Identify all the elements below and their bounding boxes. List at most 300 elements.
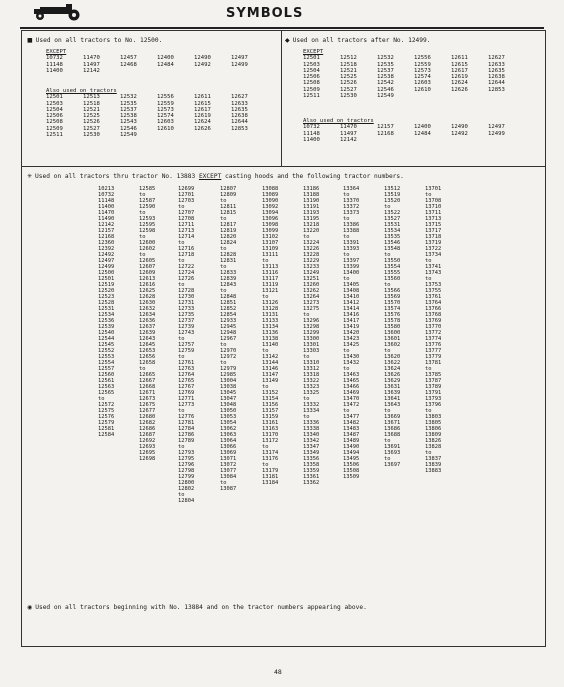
tractor-number-column [98, 186, 114, 438]
tractor-number: 13393 [343, 246, 360, 252]
tractor-number: 12549 [377, 93, 394, 100]
number-column [157, 55, 194, 74]
tractor-number: 12638 [231, 113, 248, 120]
tractor-number: 12853 [231, 125, 248, 132]
tractor-number: 12831 [220, 258, 237, 264]
tractor-number: 12576 [98, 414, 115, 420]
tractor-number: 13755 [425, 288, 442, 294]
tractor-number: 12800 [178, 480, 195, 486]
tractor-number: 13087 [220, 486, 237, 492]
range-to-label: to [425, 276, 432, 282]
tractor-number: 13340 [303, 432, 320, 438]
tractor-number: 13770 [425, 324, 442, 330]
tractor-number: 13487 [343, 432, 360, 438]
tractor-number: 13711 [425, 210, 442, 216]
tractor-number: 13069 [220, 450, 237, 456]
tractor-number: 12554 [98, 360, 115, 366]
tractor-number: 13325 [303, 390, 320, 396]
tractor-number: 13412 [343, 300, 360, 306]
range-to-label: to [220, 246, 227, 252]
range-to-label: to [220, 360, 227, 366]
tractor-number: 12539 [98, 324, 115, 330]
tractor-number: 12703 [178, 198, 195, 204]
tractor-number: 12584 [98, 432, 115, 438]
range-to-label: to [178, 354, 185, 360]
tractor-number: 13566 [384, 288, 401, 294]
page-header [0, 0, 564, 26]
tractor-number: 13839 [425, 462, 442, 468]
number-column [83, 55, 120, 74]
tractor-number: 13161 [262, 420, 279, 426]
number-column [231, 55, 268, 74]
tractor-number: 13506 [343, 462, 360, 468]
tractor-number: 13548 [384, 246, 401, 252]
tractor-number: 12579 [98, 420, 115, 426]
tractor-number: 13781 [425, 360, 442, 366]
tractor-number: 12730 [178, 294, 195, 300]
tractor-number: 13416 [343, 312, 360, 318]
tractor-number: 12644 [231, 119, 248, 126]
tractor-number: 11470 [98, 210, 115, 216]
tractor-number: 12490 [451, 124, 468, 131]
tractor-number: 13301 [303, 342, 320, 348]
tractor-number: 12603 [157, 119, 174, 126]
tractor-number: 13096 [262, 216, 279, 222]
tractor-number: 12468 [120, 61, 137, 68]
tractor-number: 11400 [46, 67, 63, 74]
tractor-number: 12743 [178, 330, 195, 336]
tractor-number: 12824 [220, 240, 237, 246]
tractor-number: 12607 [139, 264, 156, 270]
tractor-number: 13063 [220, 432, 237, 438]
tractor-number: 13356 [303, 456, 320, 462]
tractor-number: 13641 [384, 396, 401, 402]
tractor-number: 13113 [262, 264, 279, 270]
tractor-number: 12711 [178, 222, 195, 228]
header-rule [20, 27, 544, 29]
tractor-number: 12535 [377, 61, 394, 68]
tractor-number: 13084 [220, 474, 237, 480]
tractor-number: 13405 [343, 282, 360, 288]
tractor-number: 13600 [384, 330, 401, 336]
tractor-number: 11148 [303, 130, 320, 137]
tractor-number: 12625 [139, 288, 156, 294]
tractor-number: 13310 [303, 360, 320, 366]
tractor-number: 11490 [98, 216, 115, 222]
tractor-number: 12636 [139, 318, 156, 324]
tractor-number: 13806 [425, 426, 442, 432]
tractor-number: 12560 [98, 372, 115, 378]
tractor-number: 12538 [120, 113, 137, 120]
tractor-number: 12142 [340, 136, 357, 143]
tractor-number: 12511 [303, 93, 320, 100]
tractor-number: 12497 [98, 258, 115, 264]
block-label: EXCEPT [46, 49, 67, 55]
tractor-number: 13066 [220, 444, 237, 450]
tractor-number: 12970 [220, 348, 237, 354]
tractor-number: 13140 [262, 342, 279, 348]
tractor-number: 12722 [178, 264, 195, 270]
tractor-number: 12635 [488, 67, 505, 74]
block-label: Also used on tractors [303, 118, 374, 124]
tractor-number: 12559 [414, 61, 431, 68]
tractor-number: 13107 [262, 240, 279, 246]
range-to-label: to [178, 282, 185, 288]
tractor-number: 13602 [384, 342, 401, 348]
tractor-number: 13146 [262, 366, 279, 372]
tractor-number: 12839 [220, 276, 237, 282]
tractor-number: 13362 [303, 480, 320, 486]
range-to-label: to [425, 408, 432, 414]
tractor-number: 12545 [98, 342, 115, 348]
tractor-number: 13774 [425, 336, 442, 342]
range-to-label: to [220, 342, 227, 348]
tractor-number: 13483 [343, 426, 360, 432]
tractor-number: 12677 [139, 408, 156, 414]
tractor-number: 13580 [384, 324, 401, 330]
range-to-label: to [343, 216, 350, 222]
tractor-number: 12574 [157, 113, 174, 120]
tractor-number: 12611 [194, 94, 211, 101]
tractor-number: 13047 [220, 396, 237, 402]
tractor-number: 12815 [220, 210, 237, 216]
tractor-number: 12764 [178, 372, 195, 378]
tractor-number: 12686 [139, 426, 156, 432]
tractor-number: 12609 [139, 270, 156, 276]
tractor-number: 12675 [139, 402, 156, 408]
tractor-number: 12509 [46, 125, 63, 132]
tractor-number: 12525 [340, 74, 357, 81]
tractor-number: 12853 [488, 86, 505, 93]
tractor-number: 13522 [384, 210, 401, 216]
block-label: Also used on tractors [46, 88, 117, 94]
tractor-number: 13128 [262, 306, 279, 312]
range-to-label: to [220, 264, 227, 270]
tractor-number: 13053 [220, 414, 237, 420]
tractor-number: 13347 [303, 444, 320, 450]
tractor-number: 12544 [98, 336, 115, 342]
range-to-label: to [384, 456, 391, 462]
tractor-number: 13136 [262, 330, 279, 336]
tractor-number: 12598 [139, 228, 156, 234]
number-column [488, 124, 525, 143]
tractor-number: 13152 [262, 390, 279, 396]
tractor-number: 12707 [178, 210, 195, 216]
tractor-number: 12735 [178, 312, 195, 318]
tractor-number: 12497 [231, 55, 248, 62]
tractor-number: 13631 [384, 384, 401, 390]
tractor-number: 12605 [139, 258, 156, 264]
tractor-number-column [220, 186, 236, 492]
tractor-number: 13494 [343, 450, 360, 456]
tractor-number: 13554 [384, 264, 401, 270]
tractor-number: 12718 [178, 252, 195, 258]
tractor-number: 12615 [194, 100, 211, 107]
tractor-number: 13482 [343, 420, 360, 426]
tractor-number: 12501 [98, 276, 115, 282]
tractor-number: 12799 [178, 474, 195, 480]
tractor-number: 12653 [139, 348, 156, 354]
tractor-number: 13420 [343, 330, 360, 336]
tractor-number-column [384, 186, 400, 468]
tractor-number: 13527 [384, 216, 401, 222]
tractor-number: 13419 [343, 324, 360, 330]
tractor-number: 13534 [384, 228, 401, 234]
tractor-number: 12542 [377, 80, 394, 87]
tractor-number: 12400 [414, 124, 431, 131]
tractor-number: 13569 [384, 294, 401, 300]
tractor-number: 13809 [425, 432, 442, 438]
tractor-number: 12795 [178, 456, 195, 462]
tractor-number: 13555 [384, 270, 401, 276]
tractor-number: 12142 [98, 222, 115, 228]
tractor-number: 12811 [220, 204, 237, 210]
tractor-number: 13170 [262, 432, 279, 438]
tractor-number: 13144 [262, 360, 279, 366]
tractor-number: 12492 [451, 130, 468, 137]
range-to-label: to [384, 204, 391, 210]
tractor-number: 12619 [194, 113, 211, 120]
tractor-number: 13826 [425, 438, 442, 444]
tractor-number: 12771 [178, 396, 195, 402]
number-column [340, 124, 377, 143]
tractor-number: 13470 [343, 396, 360, 402]
tractor-number: 12635 [231, 106, 248, 113]
number-column [414, 124, 451, 143]
tractor-number: 12549 [120, 132, 137, 139]
tractor-number: 13179 [262, 468, 279, 474]
range-to-label: to [178, 492, 185, 498]
tractor-number: 12552 [98, 348, 115, 354]
tractor-number: 12538 [377, 74, 394, 81]
tractor-number: 13425 [343, 342, 360, 348]
tractor-number: 13088 [262, 186, 279, 192]
tractor-number: 12724 [178, 270, 195, 276]
tractor-number: 13465 [343, 378, 360, 384]
tractor-number: 13643 [384, 402, 401, 408]
tractor-number: 12615 [451, 61, 468, 68]
tractor-number: 12506 [46, 113, 63, 120]
tractor-number: 12504 [303, 67, 320, 74]
number-column [231, 94, 268, 138]
tractor-number: 12632 [139, 306, 156, 312]
tractor-number: 12693 [139, 444, 156, 450]
tractor-number: 13159 [262, 414, 279, 420]
page-title: SYMBOLS [226, 6, 304, 21]
tractor-number: 12490 [194, 55, 211, 62]
tractor-number: 13181 [262, 474, 279, 480]
tractor-number: 13776 [425, 342, 442, 348]
tractor-number: 13220 [303, 228, 320, 234]
range-to-label: to [139, 252, 146, 258]
tractor-number: 12728 [178, 288, 195, 294]
tractor-number: 13342 [303, 438, 320, 444]
tractor-number: 13147 [262, 372, 279, 378]
range-to-label: to [139, 210, 146, 216]
tractor-number: 13489 [343, 438, 360, 444]
tractor-number: 13417 [343, 318, 360, 324]
tractor-number: 13072 [220, 462, 237, 468]
tractor-number: 12600 [139, 240, 156, 246]
tractor-number: 13400 [343, 270, 360, 276]
tractor-number: 13535 [384, 234, 401, 240]
tractor-number: 12525 [83, 113, 100, 120]
tractor-number: 12624 [451, 80, 468, 87]
tractor-number: 12985 [220, 372, 237, 378]
tractor-number: 13260 [303, 282, 320, 288]
footer-note: ◉ Used on all tractors beginning with No. 13884 and on the tractor numbers appearing above. [27, 604, 367, 611]
range-to-label: to [425, 192, 432, 198]
filled-square-icon: ■ [27, 37, 33, 44]
tractor-number: 12540 [98, 330, 115, 336]
tractor-number: 13574 [384, 306, 401, 312]
range-to-label: to [220, 288, 227, 294]
tractor-number: 13472 [343, 402, 360, 408]
tractor-number: 13466 [343, 384, 360, 390]
tractor-number: 12557 [98, 366, 115, 372]
range-to-label: to [303, 354, 310, 360]
tractor-number: 13622 [384, 360, 401, 366]
tractor-number: 13883 [425, 468, 442, 474]
tractor-number: 12392 [98, 246, 115, 252]
tractor-number: 12565 [98, 390, 115, 396]
tractor-number: 12784 [178, 426, 195, 432]
tractor-number: 12786 [178, 432, 195, 438]
tractor-number: 12527 [340, 86, 357, 93]
tractor-number: 12817 [220, 222, 237, 228]
tractor-number: 12574 [414, 74, 431, 81]
tractor-number: 12933 [220, 318, 237, 324]
tractor-number: 12695 [139, 450, 156, 456]
tractor-number: 13193 [303, 210, 320, 216]
tractor-number: 13332 [303, 402, 320, 408]
tractor-number: 12713 [178, 228, 195, 234]
tractor-number: 12765 [178, 378, 195, 384]
tractor-number: 13477 [343, 414, 360, 420]
tractor-number: 12530 [83, 132, 100, 139]
tractor-number: 13697 [384, 462, 401, 468]
range-to-label: to [343, 234, 350, 240]
tractor-number: 13191 [303, 204, 320, 210]
number-column [120, 94, 157, 138]
tractor-number: 12519 [98, 282, 115, 288]
tractor-number: 13688 [384, 432, 401, 438]
tractor-number: 13805 [425, 420, 442, 426]
tractor-number: 12619 [451, 74, 468, 81]
tractor-number: 12773 [178, 402, 195, 408]
range-to-label: to [98, 396, 105, 402]
tractor-number: 12638 [488, 74, 505, 81]
tractor-number: 12535 [120, 100, 137, 107]
tractor-number: 13149 [262, 378, 279, 384]
range-to-label: to [139, 192, 146, 198]
tractor-number: 13176 [262, 456, 279, 462]
range-to-label: to [343, 252, 350, 258]
tractor-number: 13766 [425, 306, 442, 312]
tractor-number: 13509 [343, 474, 360, 480]
tractor-number: 10732 [303, 124, 320, 131]
number-column [157, 94, 194, 138]
tractor-number: 12518 [83, 100, 100, 107]
range-to-label: to [343, 348, 350, 354]
tractor-number: 13163 [262, 426, 279, 432]
tractor-number: 12142 [83, 67, 100, 74]
tractor-number: 12671 [139, 390, 156, 396]
tractor-number: 13785 [425, 372, 442, 378]
tractor-number: 12767 [178, 384, 195, 390]
tractor-number: 12617 [194, 106, 211, 113]
tractor-number: 12680 [139, 414, 156, 420]
tractor-number: 13629 [384, 378, 401, 384]
tractor-number: 12658 [139, 360, 156, 366]
tractor-number: 12945 [220, 324, 237, 330]
tractor-number: 13719 [425, 240, 442, 246]
tractor-number: 13764 [425, 300, 442, 306]
tractor-number: 13495 [343, 456, 360, 462]
tractor-number: 13359 [303, 468, 320, 474]
range-to-label: to [262, 444, 269, 450]
tractor-number: 12484 [157, 61, 174, 68]
tractor-number: 13519 [384, 192, 401, 198]
tractor-number: 13361 [303, 474, 320, 480]
tractor-number: 12556 [414, 55, 431, 62]
tractor-number: 12804 [178, 498, 195, 504]
tractor-number: 13734 [425, 252, 442, 258]
tractor-number: 13312 [303, 366, 320, 372]
tractor-number: 13787 [425, 378, 442, 384]
range-to-label: to [139, 366, 146, 372]
tractor-number: 12499 [231, 61, 248, 68]
tractor-number: 12802 [178, 486, 195, 492]
tractor-number: 13004 [220, 378, 237, 384]
tractor-number: 13090 [262, 198, 279, 204]
tractor-number: 13624 [384, 366, 401, 372]
tractor-number: 13671 [384, 420, 401, 426]
tractor-number: 12595 [139, 222, 156, 228]
tractor-number: 13116 [262, 270, 279, 276]
tractor-number: 13414 [343, 306, 360, 312]
tractor-number: 12656 [139, 354, 156, 360]
tractor-number: 12616 [139, 282, 156, 288]
tractor-number: 12716 [178, 246, 195, 252]
tractor-number: 13109 [262, 246, 279, 252]
tractor-number: 12559 [157, 100, 174, 107]
tractor-number: 13570 [384, 300, 401, 306]
tractor-number: 12637 [139, 324, 156, 330]
tractor-number: 13777 [425, 348, 442, 354]
tractor-number: 12793 [178, 450, 195, 456]
tractor-number: 12575 [98, 408, 115, 414]
tractor-number: 13188 [303, 192, 320, 198]
tractor-number: 12587 [139, 198, 156, 204]
tractor-number: 12508 [46, 119, 63, 126]
tractor-number: 12639 [139, 330, 156, 336]
tractor-number: 12561 [98, 378, 115, 384]
range-to-label: to [384, 252, 391, 258]
range-to-label: to [178, 240, 185, 246]
tractor-number: 13102 [262, 234, 279, 240]
tractor-number: 12667 [139, 378, 156, 384]
tractor-number: 12789 [178, 438, 195, 444]
tractor-number: 13358 [303, 462, 320, 468]
tractor-number: 12501 [303, 55, 320, 62]
number-column [377, 55, 414, 99]
range-to-label: to [220, 480, 227, 486]
tractor-number: 13779 [425, 354, 442, 360]
tractor-number: 12708 [178, 216, 195, 222]
tractor-number: 13119 [262, 282, 279, 288]
tractor-number: 12843 [220, 282, 237, 288]
